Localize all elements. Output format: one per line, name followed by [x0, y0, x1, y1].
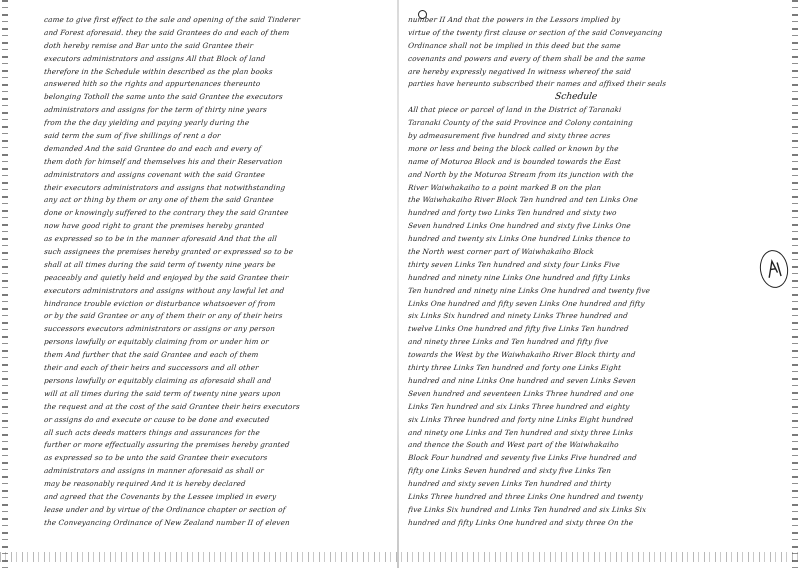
- handwritten-line: name of Moturoa Block and is bounded towards the East: [408, 156, 622, 166]
- handwritten-line: shall at all times during the said term of twenty nine years be: [44, 259, 276, 269]
- handwritten-line: six Links Six hundred and ninety Links Three hundred and: [408, 311, 629, 321]
- handwritten-line: administrators and assigns covenant with the said Grantee: [44, 169, 266, 179]
- handwritten-line: executors administrators and assigns without any lawful let and: [44, 285, 285, 295]
- stamp-mark-icon: [762, 254, 786, 285]
- handwritten-line: and agreed that the Covenants by the Lessee implied in every: [44, 491, 277, 501]
- handwritten-line: parties have hereunto subscribed their names and affixed their seals: [408, 79, 667, 89]
- handwritten-line: from the the day yielding and paying yearly during the: [44, 118, 250, 128]
- handwritten-line: number II And that the powers in the Lessors implied by: [408, 15, 621, 24]
- handwritten-line: their and each of their heirs and successors and all other: [44, 363, 260, 373]
- handwritten-line: the request and at the cost of the said Grantee their heirs executors: [44, 401, 301, 411]
- scan-edge-noise-left: [2, 0, 8, 568]
- handwritten-line: Block Four hundred and seventy five Links Five hundred and: [408, 453, 638, 463]
- handwritten-line: as expressed so to be unto the said Grantee their executors: [44, 453, 268, 463]
- handwritten-line: further or more effectually assuring the premises hereby granted: [44, 440, 291, 450]
- handwritten-line: peaceably and quietly held and enjoyed by the said Grantee their: [44, 272, 289, 282]
- handwritten-line: administrators and assigns for the term of thirty nine years: [44, 105, 268, 115]
- handwritten-line: hindrance trouble eviction or disturbance whatsoever of from: [44, 298, 276, 308]
- handwritten-line: more or less and being the block called or known by the: [408, 143, 620, 153]
- handwritten-line: and thence the South and West part of the Waiwhakaiho: [408, 440, 620, 450]
- handwritten-line: done or knowingly suffered to the contrary they the said Grantee: [44, 208, 289, 218]
- handwritten-line: fifty one Links Seven hundred and sixty five Links Ten: [408, 466, 612, 476]
- right-page-schedule-text: [408, 104, 744, 529]
- handwritten-line: lease under and by virtue of the Ordinance chapter or section of: [44, 504, 286, 514]
- handwritten-line: executors administrators and assigns All that Block of land: [44, 53, 266, 63]
- book-spine-fold: [397, 0, 399, 568]
- right-page: [408, 14, 744, 554]
- handwritten-line: by admeasurement five hundred and sixty three acres: [408, 131, 611, 141]
- handwritten-line: River Waiwhakaiho to a point marked B on the plan: [408, 182, 602, 192]
- handwritten-line: said term the sum of five shillings of rent a dor: [44, 131, 222, 141]
- handwritten-line: Seven hundred and seventeen Links Three hundred and one: [408, 388, 635, 398]
- handwritten-line: administrators and assigns in manner aforesaid as shall or: [44, 466, 265, 476]
- handwritten-line: therefore in the Schedule within described as the plan books: [44, 66, 274, 76]
- handwritten-line: the North west corner part of Waiwhakaiho Block: [408, 247, 595, 257]
- handwritten-line: six Links Three hundred and forty nine Links Eight hundred: [408, 414, 634, 424]
- handwritten-line: them doth for himself and themselves his and their Reservation: [44, 156, 283, 166]
- handwritten-line: Ordinance shall not be implied in this deed but the same: [408, 40, 622, 50]
- handwritten-line: persons lawfully or equitably claiming as aforesaid shall and: [44, 375, 272, 385]
- handwritten-line: successors executors administrators or assigns or any person: [44, 324, 276, 334]
- handwritten-line: belonging Totholl the same unto the said Grantee the executors: [44, 92, 284, 102]
- handwritten-line: thirty three Links Ten hundred and forty one Links Eight: [408, 363, 622, 373]
- handwritten-line: them And further that the said Grantee and each of them: [44, 350, 259, 360]
- scan-edge-noise-right: [792, 0, 798, 568]
- handwritten-line: their executors administrators and assigns that notwithstanding: [44, 182, 286, 192]
- handwritten-line: All that piece or parcel of land in the District of Taranaki: [408, 105, 622, 115]
- handwritten-line: Seven hundred Links One hundred and sixty five Links One: [408, 221, 632, 231]
- handwritten-line: Ten hundred and ninety nine Links One hundred and twenty five: [408, 285, 651, 295]
- handwritten-line: and ninety three Links and Ten hundred and fifty five: [408, 337, 609, 347]
- handwritten-line: are hereby expressly negatived In witness whereof the said: [408, 66, 632, 76]
- handwritten-line: or by the said Grantee or any of them their or any of their heirs: [44, 311, 283, 321]
- handwritten-line: persons lawfully or equitably claiming from or under him or: [44, 337, 270, 347]
- handwritten-line: virtue of the twenty first clause or section of the said Conveyancing: [408, 27, 663, 37]
- handwritten-line: or assigns do and execute or cause to be done and executed: [44, 414, 270, 424]
- handwritten-line: may be reasonably required And it is hereby declared: [44, 479, 247, 489]
- left-page: [44, 14, 384, 554]
- handwritten-line: hundred and ninety nine Links One hundred and fifty Links: [408, 272, 631, 282]
- handwritten-line: the Waiwhakaiho River Block Ten hundred and ten Links One: [408, 195, 639, 205]
- right-page-text-top: [408, 14, 744, 91]
- handwritten-line: such assignees the premises hereby granted or expressed so to be: [44, 247, 294, 257]
- schedule-heading: Schedule: [554, 92, 598, 103]
- handwritten-line: and Forest aforesaid. they the said Grantees do and each of them: [44, 27, 290, 37]
- handwritten-line: Links Ten hundred and six Links Three hundred and eighty: [408, 401, 631, 411]
- handwritten-line: demanded And the said Grantee do and each and every of: [44, 143, 262, 153]
- handwritten-line: now have good right to grant the premises hereby granted: [44, 221, 265, 231]
- left-page-text: [44, 14, 384, 530]
- handwritten-line: twelve Links One hundred and fifty five Links Ten hundred: [408, 324, 630, 334]
- handwritten-line: as expressed so to be in the manner aforesaid And that the all: [44, 234, 278, 244]
- handwritten-line: and ninety one Links and Ten hundred and sixty three Links: [408, 427, 634, 437]
- handwritten-line: any act or thing by them or any one of them the said Grantee: [44, 195, 275, 205]
- handwritten-line: hundred and nine Links One hundred and seven Links Seven: [408, 375, 637, 385]
- handwritten-line: and North by the Moturoa Stream from its junction with the: [408, 169, 635, 179]
- handwritten-line: hundred and forty two Links Ten hundred and sixty two: [408, 208, 617, 218]
- handwritten-line: thirty seven Links Ten hundred and sixty four Links Five: [408, 259, 621, 269]
- handwritten-line: all such acts deeds matters things and assurances for the: [44, 427, 261, 437]
- handwritten-line: answered hith so the rights and appurtenances thereunto: [44, 79, 261, 89]
- handwritten-line: will at all times during the said term of twenty nine years upon: [44, 388, 282, 398]
- handwritten-line: five Links Six hundred and Links Ten hundred and six Links Six: [408, 504, 647, 514]
- handwritten-line: hundred and sixty seven Links Ten hundred and thirty: [408, 479, 612, 489]
- handwritten-line: covenants and powers and every of them shall be and the same: [408, 53, 647, 63]
- handwritten-line: Links One hundred and fifty seven Links One hundred and fifty: [408, 298, 646, 308]
- handwritten-line: hundred and twenty six Links One hundred Links thence to: [408, 234, 631, 244]
- handwritten-line: towards the West by the Waiwhakaiho River Block thirty and: [408, 350, 636, 360]
- handwritten-line: Taranaki County of the said Province and Colony containing: [408, 118, 634, 128]
- handwritten-line: doth hereby remise and Bar unto the said Grantee their: [44, 40, 254, 50]
- handwritten-line: Links Three hundred and three Links One hundred and twenty: [408, 491, 644, 501]
- handwritten-line: came to give first effect to the sale and opening of the said Tinderer: [44, 15, 301, 24]
- handwritten-line: the Conveyancing Ordinance of New Zealand number II of eleven: [44, 517, 291, 527]
- handwritten-line: hundred and fifty Links One hundred and sixty three On the: [408, 517, 634, 527]
- margin-stamp: [757, 248, 790, 290]
